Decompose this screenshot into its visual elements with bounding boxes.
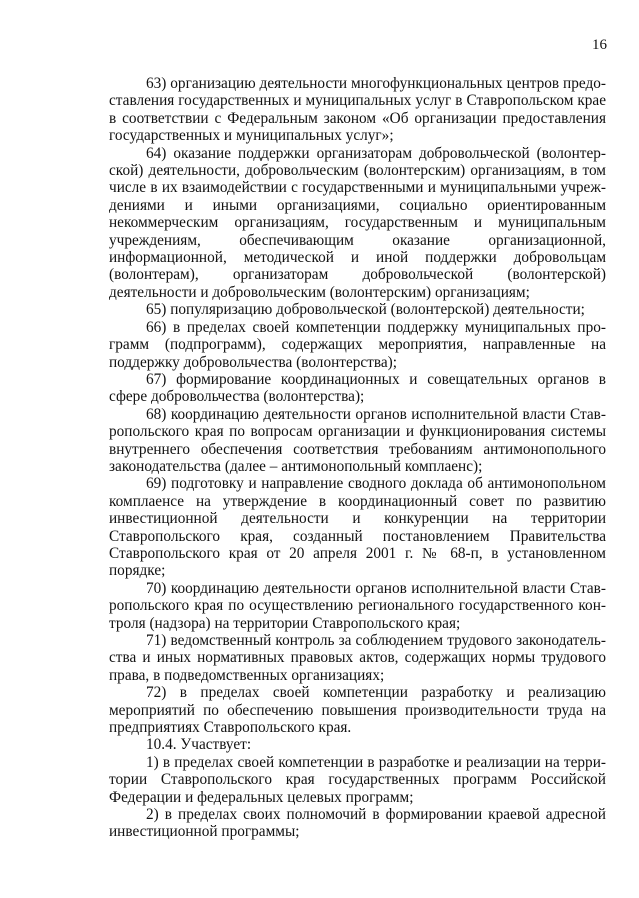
paragraph-item-72: 72) в пределах своей компетенции разработку и реализацию мероприятий по обеспечению повышения производительности труда на предприятиях Ставропольского края. <box>109 684 606 737</box>
paragraph-item-2: 2) в пределах своих полномочий в формировании краевой адресной инвестиционной программы; <box>109 806 606 841</box>
paragraph-item-66: 66) в пределах своей компетенции поддержку муниципальных программ (подпрограмм), содержащих мероприятия, направленные на поддержку добровольчества (волонтерства); <box>109 318 606 371</box>
paragraph-item-68: 68) координацию деятельности органов исполнительной власти Ставропольского края по вопросам организации и функционирования системы внутреннего обеспечения соответствия требованиям антимонопольного законодательства (далее – антимонопольный комплаенс); <box>109 405 606 475</box>
paragraph-item-69: 69) подготовку и направление сводного доклада об антимонопольном комплаенсе на утверждение в координационный совет по развитию инвестиционной деятельности и конкуренции на территории Ставропольского края, созданный постановлением Правительства Ставропольского края от 20 апреля 2001 г. № 68-п, в установленном порядке; <box>109 475 606 580</box>
paragraph-item-1: 1) в пределах своей компетенции в разработке и реализации на территории Ставропольского края государственных программ Российской Федерации и федеральных целевых программ; <box>109 753 606 806</box>
paragraph-item-67: 67) формирование координационных и совещательных органов в сфере добровольчества (волонтерства); <box>109 370 606 406</box>
paragraph-item-63: 63) организацию деятельности многофункциональных центров предоставления государственных и муниципальных услуг в Ставропольском крае в соответствии с Федеральным законом «Об организации предоставления государственных и муниципальных услуг»; <box>109 75 606 145</box>
paragraph-item-65: 65) популяризацию добровольческой (волонтерской) деятельности; <box>146 301 585 319</box>
paragraph-item-71: 71) ведомственный контроль за соблюдением трудового законодательства и иных нормативных правовых актов, содержащих нормы трудового права, в подведомственных организациях; <box>109 632 606 684</box>
document-body <box>109 75 606 841</box>
paragraph-item-70: 70) координацию деятельности органов исполнительной власти Ставропольского края по осуществлению регионального государственного контроля (надзора) на территории Ставропольского края; <box>109 579 606 632</box>
section-heading-10-4: 10.4. Участвует: <box>146 736 252 754</box>
page-number: 16 <box>592 37 607 53</box>
paragraph-item-64: 64) оказание поддержки организаторам добровольческой (волонтерской) деятельности, добровольческим (волонтерским) организациям, в том числе в их взаимодействии с государственными и муниципальными учреждениями и иными организациями, социально ориентированным некоммерческим организациям, государственным и муниципальным учреждениям, обеспечивающим оказание организационной, информационной, методической и иной поддержки добровольцам (волонтерам), организаторам добровольческой (волонтерской) деятельности и добровольческим (волонтерским) организациям; <box>109 144 606 301</box>
